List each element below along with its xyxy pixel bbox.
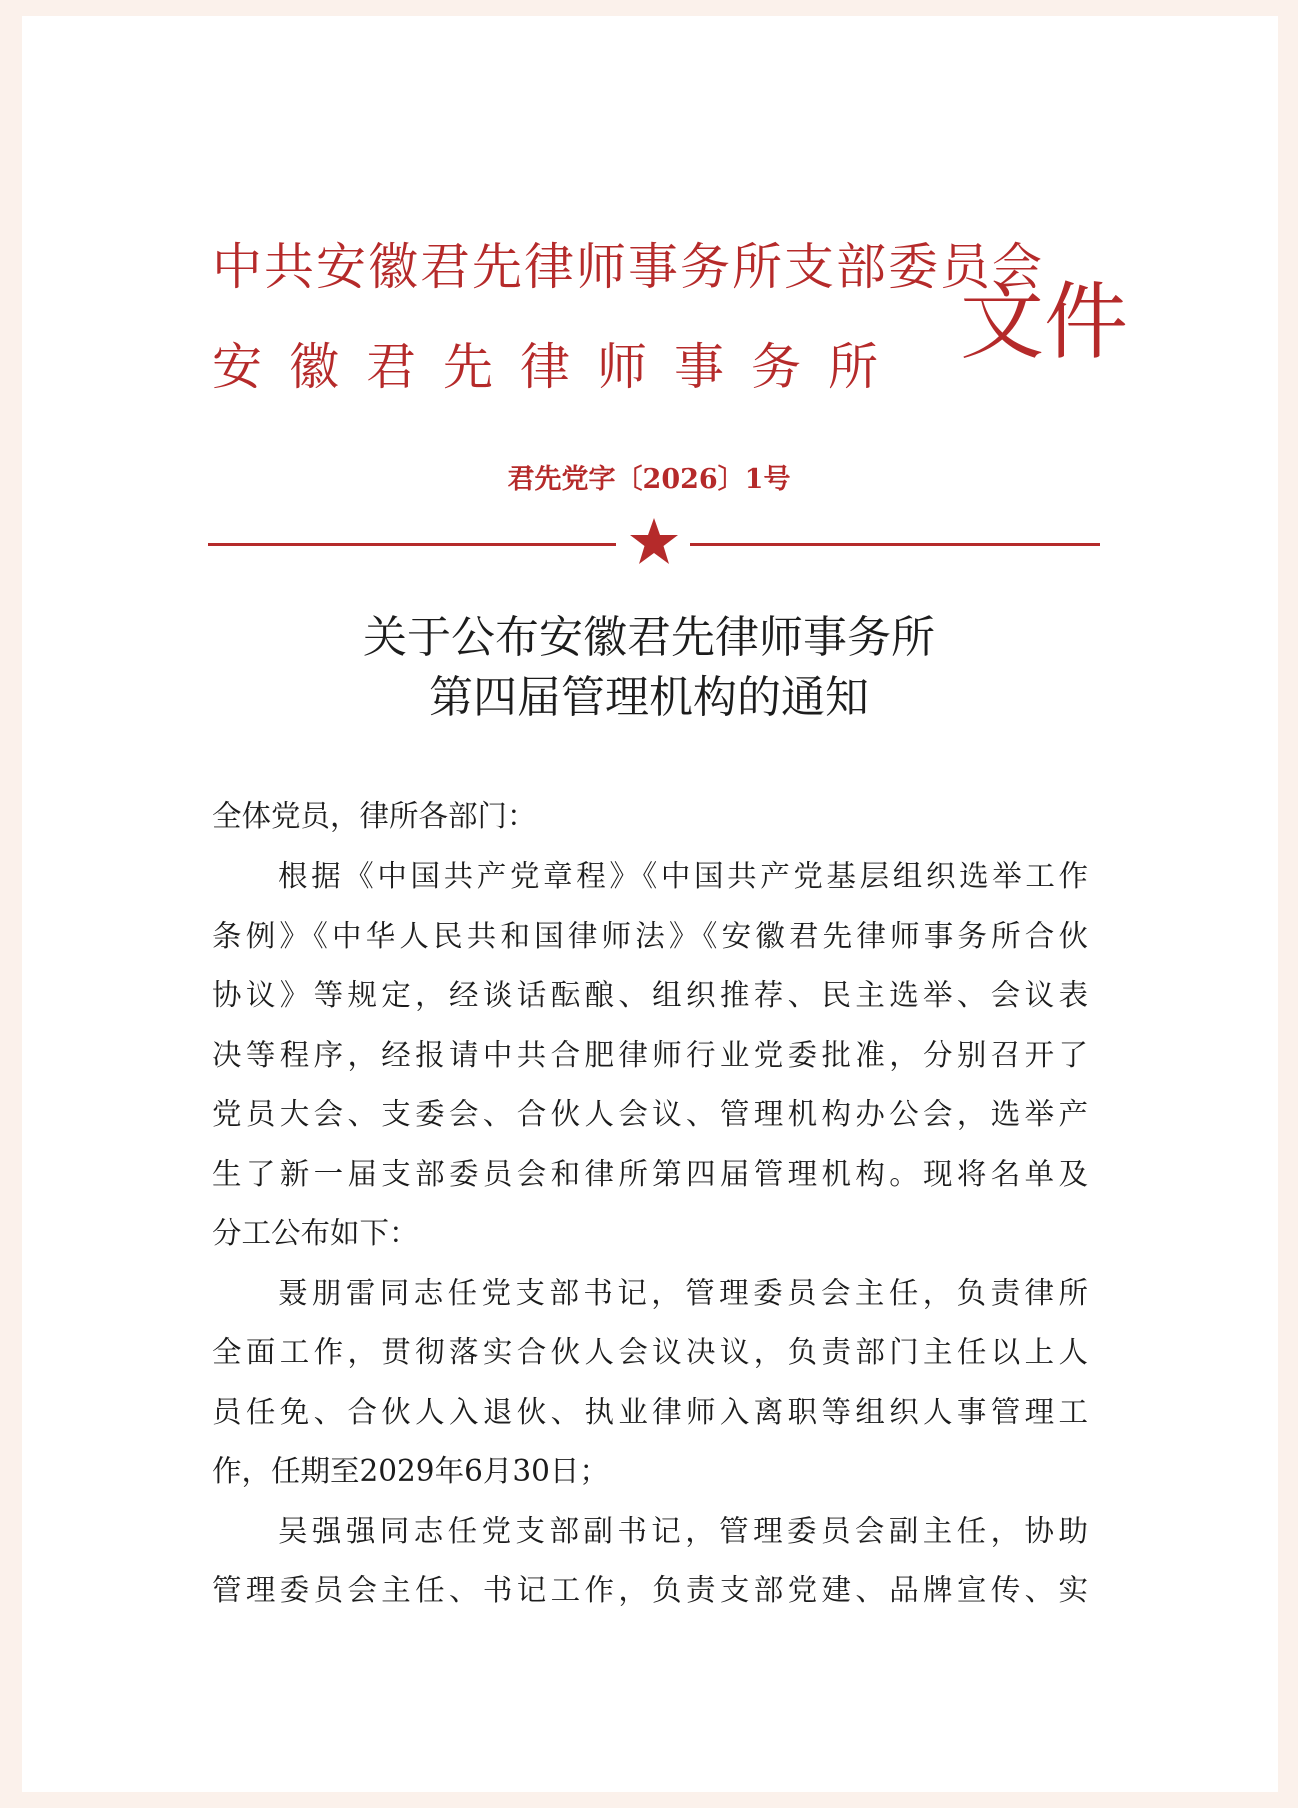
salutation: 全体党员，律所各部门： <box>212 799 537 833</box>
body-line: 管理委员会主任、书记工作，负责支部党建、品牌宣传、实 <box>212 1573 1088 1607</box>
issuer-law-firm: 安徽君先律师事务所 <box>212 338 905 396</box>
body-line: 党员大会、支委会、合伙人会议、管理机构办公会，选举产 <box>212 1097 1088 1131</box>
red-rule-left <box>208 543 616 546</box>
body-line: 员任免、合伙人入退伙、执业律师入离职等组织人事管理工 <box>212 1395 1088 1429</box>
body-line: 聂朋雷同志任党支部书记，管理委员会主任，负责律所 <box>278 1276 1088 1310</box>
document-number: 君先党字〔2026〕1号 <box>507 464 791 495</box>
red-star-icon <box>628 516 680 568</box>
body-line: 分工公布如下： <box>212 1216 419 1250</box>
body-line: 作，任期至2029年6月30日； <box>212 1454 609 1488</box>
body-line: 决等程序，经报请中共合肥律师行业党委批准，分别召开了 <box>212 1038 1088 1072</box>
body-line: 生了新一届支部委员会和律所第四届管理机构。现将名单及 <box>212 1157 1088 1191</box>
body-line: 吴强强同志任党支部副书记，管理委员会副主任，协助 <box>278 1514 1088 1548</box>
issuer-party-committee: 中共安徽君先律师事务所支部委员会 <box>212 238 1044 296</box>
body-line: 全面工作，贯彻落实合伙人会议决议，负责部门主任以上人 <box>212 1335 1088 1369</box>
notice-title-line-1: 关于公布安徽君先律师事务所 <box>363 612 935 663</box>
body-line: 条例》《中华人民共和国律师法》《安徽君先律师事务所合伙 <box>212 919 1088 953</box>
document-mark: 文件 <box>960 273 1129 371</box>
red-rule-right <box>690 543 1100 546</box>
body-line: 协议》等规定，经谈话酝酿、组织推荐、民主选举、会议表 <box>212 978 1088 1012</box>
notice-title-line-2: 第四届管理机构的通知 <box>429 672 869 723</box>
body-line: 根据《中国共产党章程》《中国共产党基层组织选举工作 <box>278 859 1088 893</box>
